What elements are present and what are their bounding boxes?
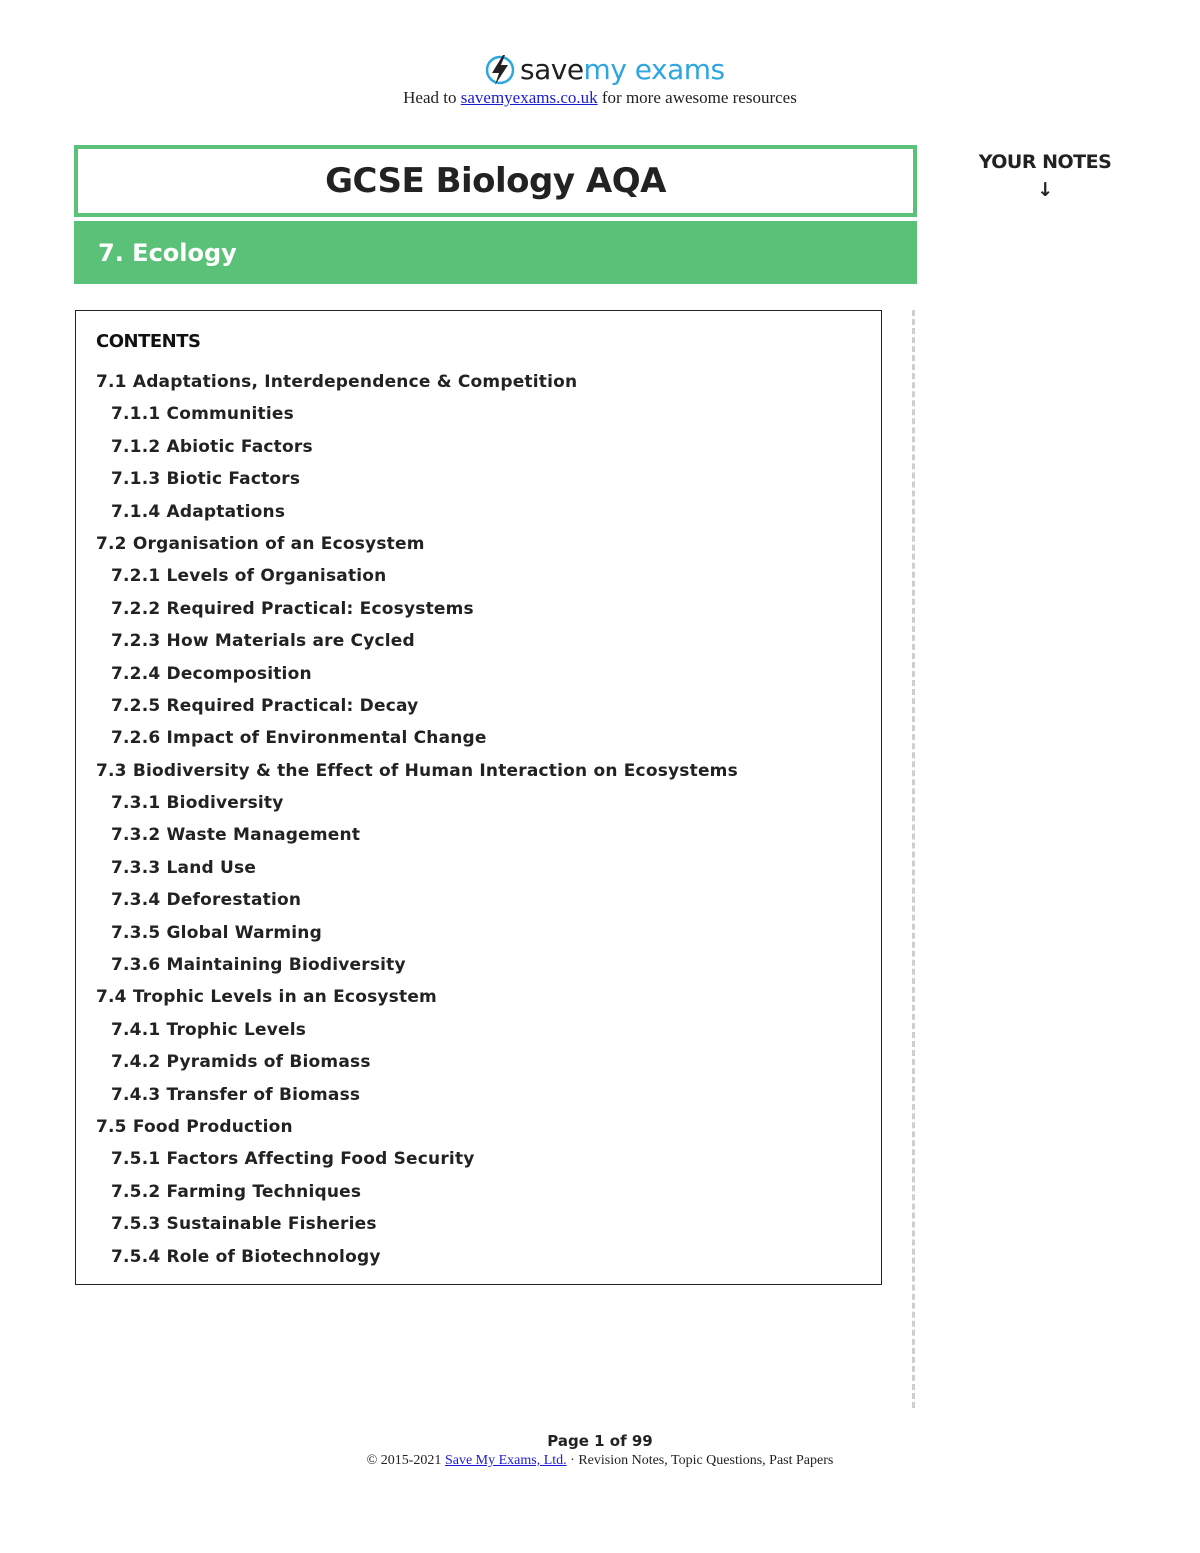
- toc-subitem[interactable]: 7.1.2 Abiotic Factors: [111, 436, 313, 457]
- toc-subitem[interactable]: 7.2.4 Decomposition: [111, 663, 312, 684]
- toc-subitem[interactable]: 7.5.2 Farming Techniques: [111, 1181, 362, 1202]
- contents-heading: CONTENTS: [96, 331, 201, 352]
- toc-subitem[interactable]: 7.2.3 How Materials are Cycled: [111, 631, 415, 652]
- page-number: Page 1 of 99: [547, 1432, 653, 1450]
- your-notes-text: YOUR NOTES: [978, 151, 1112, 173]
- lightning-bolt-icon: [484, 53, 516, 87]
- section-title: 7. Ecology: [98, 238, 237, 267]
- website-link[interactable]: savemyexams.co.uk: [460, 88, 598, 107]
- toc-subitem[interactable]: 7.2.1 Levels of Organisation: [111, 566, 387, 587]
- toc-item[interactable]: 7.2 Organisation of an Ecosystem: [96, 533, 425, 554]
- toc-subitem[interactable]: 7.3.6 Maintaining Biodiversity: [111, 955, 406, 976]
- toc-subitem[interactable]: 7.2.2 Required Practical: Ecosystems: [111, 598, 474, 619]
- toc-subitem[interactable]: 7.3.3 Land Use: [111, 857, 257, 878]
- contents-box: [75, 310, 882, 1285]
- toc-item[interactable]: 7.3 Biodiversity & the Effect of Human Interaction on Ecosystems: [96, 760, 738, 781]
- toc-item[interactable]: 7.4 Trophic Levels in an Ecosystem: [96, 987, 437, 1008]
- toc-subitem[interactable]: 7.1.4 Adaptations: [111, 501, 286, 522]
- copyright-suffix: · Revision Notes, Topic Questions, Past Papers: [566, 1453, 834, 1468]
- toc-subitem[interactable]: 7.2.6 Impact of Environmental Change: [111, 728, 487, 749]
- tagline-suffix: for more awesome resources: [597, 88, 797, 107]
- logo-text-save: save: [520, 53, 584, 86]
- company-link[interactable]: Save My Exams, Ltd.: [444, 1453, 567, 1468]
- toc-subitem[interactable]: 7.3.4 Deforestation: [111, 890, 302, 911]
- logo-text-rest: my exams: [583, 53, 725, 86]
- toc-item[interactable]: 7.5 Food Production: [96, 1116, 293, 1137]
- toc-subitem[interactable]: 7.3.2 Waste Management: [111, 825, 361, 846]
- tagline-prefix: Head to: [403, 88, 461, 107]
- header-tagline: [0, 88, 1200, 108]
- your-notes-label: [960, 148, 1130, 204]
- section-banner: [74, 221, 917, 284]
- notes-divider: [912, 310, 915, 1408]
- logo[interactable]: [484, 50, 725, 90]
- toc-subitem[interactable]: 7.5.3 Sustainable Fisheries: [111, 1214, 377, 1235]
- table-of-contents: [96, 366, 738, 1273]
- down-arrow-icon: ↓: [1037, 179, 1053, 201]
- copyright-prefix: © 2015-2021: [366, 1453, 445, 1468]
- logo-wordmark: [520, 53, 725, 86]
- toc-item[interactable]: 7.1 Adaptations, Interdependence & Competition: [96, 372, 578, 392]
- toc-subitem[interactable]: 7.4.1 Trophic Levels: [111, 1019, 307, 1040]
- toc-subitem[interactable]: 7.2.5 Required Practical: Decay: [111, 695, 419, 716]
- toc-subitem[interactable]: 7.4.3 Transfer of Biomass: [111, 1084, 361, 1105]
- toc-subitem[interactable]: 7.1.1 Communities: [111, 404, 294, 425]
- footer: [0, 1453, 1200, 1469]
- toc-subitem[interactable]: 7.1.3 Biotic Factors: [111, 469, 301, 490]
- document-title: GCSE Biology AQA: [325, 161, 666, 201]
- toc-subitem[interactable]: 7.4.2 Pyramids of Biomass: [111, 1052, 371, 1073]
- document-title-box: [74, 145, 917, 217]
- toc-subitem[interactable]: 7.3.1 Biodiversity: [111, 793, 284, 814]
- toc-subitem[interactable]: 7.5.1 Factors Affecting Food Security: [111, 1149, 475, 1170]
- toc-subitem[interactable]: 7.5.4 Role of Biotechnology: [111, 1246, 381, 1267]
- toc-subitem[interactable]: 7.3.5 Global Warming: [111, 922, 322, 943]
